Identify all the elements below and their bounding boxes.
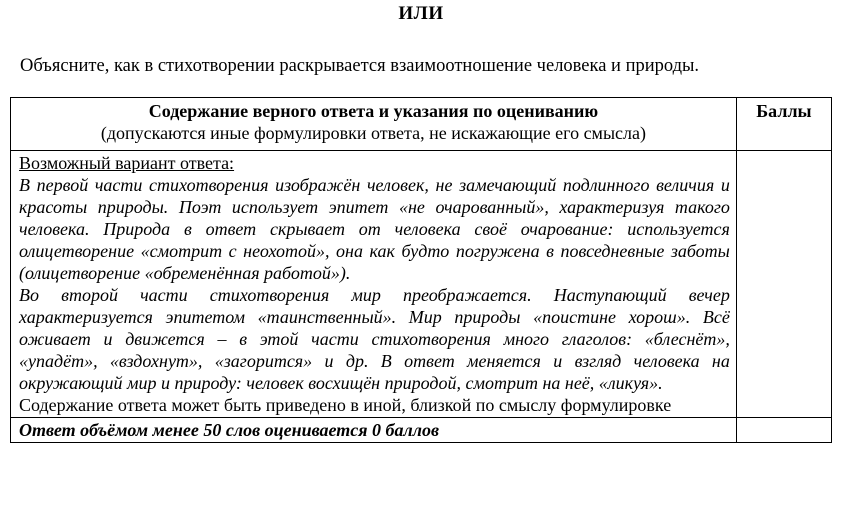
footer-row [11, 418, 832, 443]
table-header-row [11, 98, 832, 151]
footer-score-cell [736, 418, 831, 443]
answer-variant-label: Возможный вариант ответа: [19, 153, 235, 173]
header-score-cell: Баллы [736, 98, 831, 151]
assessment-table [10, 97, 832, 443]
footer-cell: Ответ объёмом менее 50 слов оценивается 0 баллов [11, 418, 737, 443]
question-text: Объясните, как в стихотворении раскрывается взаимоотношение человека и природы. [20, 56, 700, 76]
header-subtitle: (допускаются иные формулировки ответа, не искажающие его смысла) [100, 123, 646, 143]
header-title: Содержание верного ответа и указания по оцениванию [148, 101, 599, 121]
answer-cell [11, 151, 737, 418]
answer-paragraph-1: В первой части стихотворения изображён человек, не замечающий подлинного величия и красоты природы. Поэт использует эпитет «не очарованный», характеризуя такого человека. Природа в ответ скрывает от человека своё очарование: используется олицетворение «смотрит с неохотой», она как будто погружена в повседневные заботы (олицетворение «обременённая работой»). [19, 175, 730, 283]
answer-paragraph-2: Во второй части стихотворения мир преображается. Наступающий вечер характеризуется эпитетом «таинственный». Мир природы «поистине хорош». Всё оживает и движется – в этой части стихотворения много глаголов: «блеснёт», «упадёт», «вздохнут», «загорится» и др. В ответ меняется и взгляд человека на окружающий мир и природу: человек восхищён природой, смотрит на неё, «ликуя». [19, 285, 730, 393]
answer-score-cell [736, 151, 831, 418]
answer-note: Содержание ответа может быть приведено в иной, близкой по смыслу формулировке [19, 395, 672, 415]
section-heading: ИЛИ [398, 3, 444, 24]
header-content-cell [11, 98, 737, 151]
answer-row [11, 151, 832, 418]
